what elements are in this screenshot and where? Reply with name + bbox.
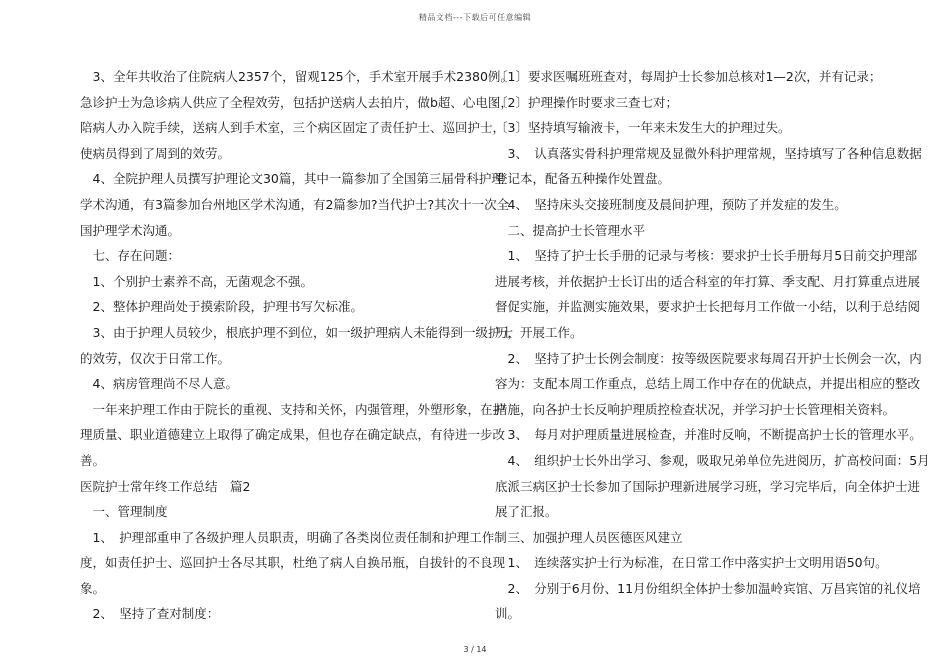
paragraph [80, 64, 513, 166]
paragraph [80, 525, 507, 602]
text-line: 急诊护士为急诊病人供应了全程效劳，包括护送病人去拍片，做b超、心电图， [80, 94, 513, 110]
text-line: 〔2〕护理操作时要求三查七对； [495, 94, 678, 110]
text-line: 3、由于护理人员较少，根底护理不到位，如一级护理病人未能得到一级护士 [80, 324, 513, 340]
text-line: 3、 认真落实骨科护理常规及显微外科护理常规，坚持填写了各种信息数据 [495, 145, 922, 161]
text-line: 国护理学术沟通。 [80, 222, 181, 238]
text-line: 3、全年共收治了住院病人2357个，留观125个，手术室开展手术2380例。 [80, 69, 513, 84]
page-number: 3 / 14 [463, 645, 487, 654]
text-line: 进展考核，并依据护士长订出的适合科室的年打算、季支配、月打算重点进展 [495, 273, 921, 289]
text-line: 陪病人办入院手续，送病人到手术室，三个病区固定了责任护士、巡回护士， [80, 120, 506, 136]
left-column [80, 64, 513, 627]
paragraph [495, 141, 922, 192]
text-line: 2、 坚持了查对制度： [80, 606, 220, 622]
paragraph [495, 422, 922, 448]
text-line: 2、 坚持了护士长例会制度：按等级医院要求每周召开护士长例会一次，内 [495, 350, 922, 366]
paragraph [495, 576, 921, 627]
text-line: 2、 分别于6月份、11月份组织全体护士参加温岭宾馆、万昌宾馆的礼仪培 [495, 580, 921, 596]
text-line: 训。 [495, 606, 521, 622]
text-line: 2、整体护理尚处于摸索阶段，护理书写欠标准。 [80, 299, 363, 315]
text-line: 4、病房管理尚不尽人意。 [80, 376, 238, 392]
text-line: 〔1〕要求医嘱班班查对，每周护士长参加总核对1—2次，并有记录； [495, 69, 882, 84]
paragraph [495, 192, 885, 218]
text-line: 督促实施，并监测实施效果，要求护士长把每月工作做一小结，以利于总结阅 [495, 299, 921, 315]
text-line: 1、个别护士素养不高，无菌观念不强。 [80, 273, 313, 289]
right-column [495, 64, 930, 627]
text-line: 1、 连续落实护士行为标准，在日常工作中落实护士文明用语50句。 [495, 555, 888, 571]
paragraph [495, 115, 885, 141]
paragraph [495, 550, 888, 576]
text-line: 登记本，配备五种操作处置盘。 [495, 171, 671, 187]
paragraph [495, 525, 885, 551]
text-line: 底派三病区护士长参加了国际护理新进展学习班，学习完毕后，向全体护士进 [495, 478, 921, 494]
paragraph [495, 90, 885, 116]
paragraph [80, 166, 510, 243]
text-line: 4、 组织护士长外出学习、参观，吸取兄弟单位先进阅历，扩高校问面：5月 [495, 452, 930, 468]
text-line: 1、 护理部重申了各级护理人员职责，明确了各类岗位责任制和护理工作制 [80, 529, 507, 545]
text-line: 医院护士常年终工作总结 篇2 [80, 478, 251, 494]
text-line: 4、全院护理人员撰写护理论文30篇，其中一篇参加了全国第三届骨科护理 [80, 171, 504, 187]
paragraph [80, 499, 465, 525]
text-line: 的效劳，仅次于日常工作。 [80, 350, 231, 366]
text-line: 善。 [80, 452, 106, 468]
paragraph [80, 601, 465, 627]
text-line: 使病员得到了周到的效劳。 [80, 145, 231, 161]
text-line: 七、存在问题： [80, 248, 181, 264]
text-line: 一年来护理工作由于院长的重视、支持和关怀，内强管理，外塑形象，在护 [80, 401, 506, 417]
paragraph [80, 371, 465, 397]
text-line: 三、加强护理人员医德医风建立 [495, 529, 683, 545]
text-line: 1、 坚持了护士长手册的记录与考核：要求护士长手册每月5日前交护理部 [495, 248, 918, 264]
text-line: 二、提高护士长管理水平 [495, 222, 646, 238]
text-line: 学术沟通，有3篇参加台州地区学术沟通，有2篇参加?当代护士?其次十一次全 [80, 196, 510, 212]
paragraph [495, 64, 885, 90]
paragraph [80, 269, 465, 295]
paragraph [80, 397, 506, 474]
paragraph [80, 294, 465, 320]
text-line: 措施，向各护士长反响护理质控检查状况，并学习护士长管理相关资料。 [495, 401, 896, 417]
text-line: 理质量、职业道德建立上取得了确定成果，但也存在确定缺点，有待进一步改 [80, 427, 506, 443]
text-line: 展了汇报。 [495, 504, 558, 520]
text-line: 3、 每月对护理质量进展检查，并准时反响，不断提高护士长的管理水平。 [495, 427, 922, 443]
text-line: 4、 坚持床头交接班制度及晨间护理，预防了并发症的发生。 [495, 196, 847, 212]
page-header: 精品文档---下载后可任意编辑 [418, 13, 532, 22]
text-line: 一、管理制度 [80, 504, 168, 520]
paragraph [80, 320, 513, 371]
paragraph [80, 243, 465, 269]
text-line: 〔3〕坚持填写输液卡，一年来未发生大的护理过失。 [495, 120, 791, 136]
paragraph [495, 243, 921, 345]
paragraph [495, 448, 930, 525]
paragraph [495, 346, 922, 423]
text-line: 容为：支配本周工作重点，总结上周工作中存在的优缺点，并提出相应的整改 [495, 376, 921, 392]
text-line: 象。 [80, 580, 106, 596]
text-line: 度，如责任护士、巡回护士各尽其职，杜绝了病人自换吊瓶，自拔针的不良现 [80, 555, 506, 571]
paragraph [495, 218, 885, 244]
paragraph [80, 474, 465, 500]
text-line: 历，开展工作。 [495, 324, 583, 340]
